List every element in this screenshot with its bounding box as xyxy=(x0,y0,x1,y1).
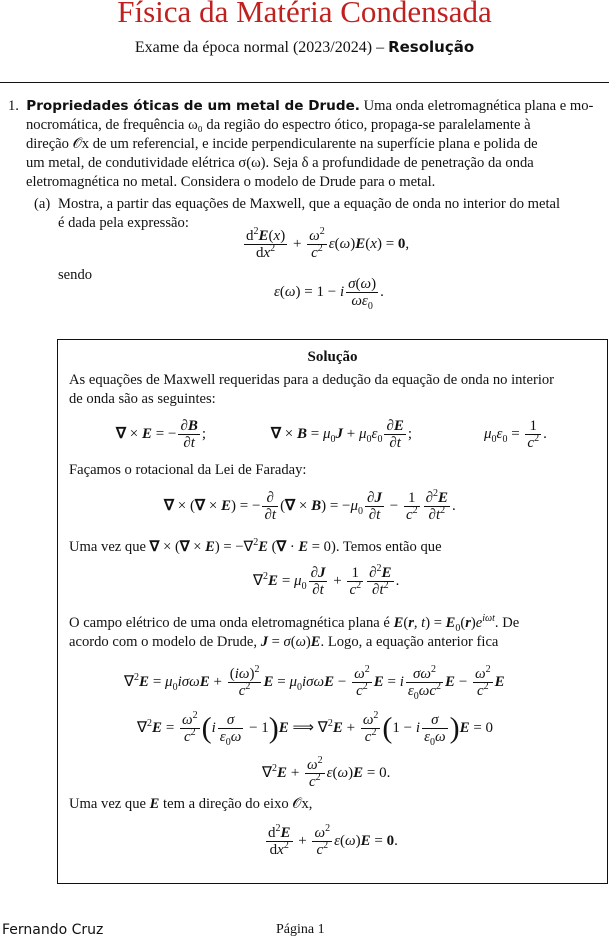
solution-p4-line1: O campo elétrico de uma onda eletromagnética plana é E(r, $t) = E_0(r)e^{i\omega t}$. De xyxy=(69,613,520,634)
p4-text-c: acordo com o modelo de Drude, xyxy=(69,634,258,650)
problem-line-1 xyxy=(8,97,608,116)
document-subtitle xyxy=(0,38,609,57)
wave-equation-general: $\nabla^2E = \mu_0$ $\frac{\partial J}{\partial t}$ + $\frac{1}{c^2}$ $\frac{\partial^2E}{\partial t^2}$ . xyxy=(253,563,400,598)
solution-p1-line1: As equações de Maxwell requeridas para a dedução da equação de onda no interior xyxy=(69,372,555,388)
problem-line-4: um metal, de condutividade elétrica σ(ω). Seja δ a profundidade de penetração da onda xyxy=(26,155,534,171)
footer-author: Fernando Cruz xyxy=(2,922,104,938)
p5-text-b: tem a direção do eixo 𝒪x, xyxy=(163,796,313,812)
solution-p5: Uma vez que E tem a direção do eixo 𝒪x, xyxy=(69,796,313,812)
part-a-line-2: é dada pela expressão: xyxy=(58,215,189,231)
subtitle-bold: Resolução xyxy=(388,38,475,56)
solution-p1-line2: de onda são as seguintes: xyxy=(69,391,216,407)
sendo-text: sendo xyxy=(58,267,93,283)
p5-text-a: Uma vez que xyxy=(69,796,146,812)
problem-heading: Propriedades óticas de um metal de Drude. xyxy=(26,98,360,114)
document-title: Física da Matéria Condensada xyxy=(117,0,492,29)
part-a-label: (a) xyxy=(34,196,51,212)
header-rule xyxy=(0,82,609,83)
solution-p3: Uma vez que ∇ × (∇ × E) = −∇$^2$E (∇ · E = 0). Temos então que xyxy=(69,537,442,555)
problem-text-1: Uma onda eletromagnética plana e mo- xyxy=(363,98,594,114)
p4-text-b: . De xyxy=(494,615,520,631)
problem-line-5: eletromagnética no metal. Considera o modelo de Drude para o metal. xyxy=(26,174,436,190)
problem-line-3: direção 𝒪x de um referencial, e incide perpendicularente na superfície plana e polida de xyxy=(26,136,538,152)
p4-text-a: O campo elétrico de uma onda eletromagnética plana é xyxy=(69,615,390,631)
p3-suffix: Temos então que xyxy=(342,539,442,555)
maxwell-faraday-equation: ∇ × E = − $\frac{\partial B}{\partial t}$ ; xyxy=(116,418,207,451)
derivation-line-1: $\nabla^2E = \mu_0i\sigma\omega E$ + $\frac{(i\omega)^2}{c^2}$ $E = \mu_0i\sigma\omega E$ − $\frac{\omega^2}{c^2}$ E = i $\frac{\sigma\omega^2}{\varepsilon_0\omega c^2}$ E − $\frac{\omega^2}{c^2}$ E xyxy=(124,664,505,702)
solution-title: Solução xyxy=(307,349,358,365)
problem-line-2: nocromática, de frequência ω₀ da região do espectro ótico, propaga-se paralelamente à xyxy=(26,117,531,133)
curl-faraday-equation: ∇ × (∇ × E) = − $\frac{\partial}{\partial t}$ (∇ × $B) = -\mu_0$ $\frac{\partial J}{\partial t}$ − $\frac{1}{c^2}$ $\frac{\partial^2E}{\partial t^2}$ . xyxy=(164,488,456,523)
solution-p2: Façamos o rotacional da Lei de Faraday: xyxy=(69,462,307,478)
problem-number: 1. xyxy=(8,98,19,114)
wave-equation: $\frac{d^2E(x)}{dx^2}$ + $\frac{\omega^2}{c^2}$ ε(ω)E(x) = 0, xyxy=(246,226,410,261)
p3-prefix: Uma vez que xyxy=(69,539,146,555)
subtitle-text: Exame da época normal (2023/2024) – xyxy=(134,39,385,56)
maxwell-ampere-equation: ∇ × $B = \mu_0J + \mu_0\varepsilon_0$ $\frac{\partial E}{\partial t}$ ; xyxy=(271,418,413,451)
speed-of-light-equation: $\mu_0\varepsilon_0$ = $\frac{1}{c^2}$ . xyxy=(484,418,547,451)
derivation-line-2: ∇$^2$E = $\frac{\omega^2}{c^2}$ (i $\frac{\sigma}{\varepsilon_0\omega}$ − 1)E ⟹ ∇$^2$E + $\frac{\omega^2}{c^2}$ (1 − i $\frac{\sigma}{\varepsilon_0\omega}$ )E = 0 xyxy=(137,710,494,748)
p4-text-d: . Logo, a equação anterior fica xyxy=(320,634,499,650)
permittivity-equation: ε(ω) = 1 − i $\frac{\sigma(\omega)}{\omega\varepsilon_0}$ . xyxy=(274,276,384,312)
derivation-line-3: ∇$^2$E + $\frac{\omega^2}{c^2}$ ε(ω)E = 0. xyxy=(262,755,391,790)
part-a-line-1: Mostra, a partir das equações de Maxwell, que a equação de onda no interior do metal xyxy=(58,196,561,212)
final-wave-equation: $\frac{d^2E}{dx^2}$ + $\frac{\omega^2}{c^2}$ ε(ω)E = 0. xyxy=(268,823,398,858)
solution-p4-line2: acordo com o modelo de Drude, J = σ(ω)E. Logo, a equação anterior fica xyxy=(69,634,499,650)
footer-page-number: Página 1 xyxy=(276,922,325,937)
